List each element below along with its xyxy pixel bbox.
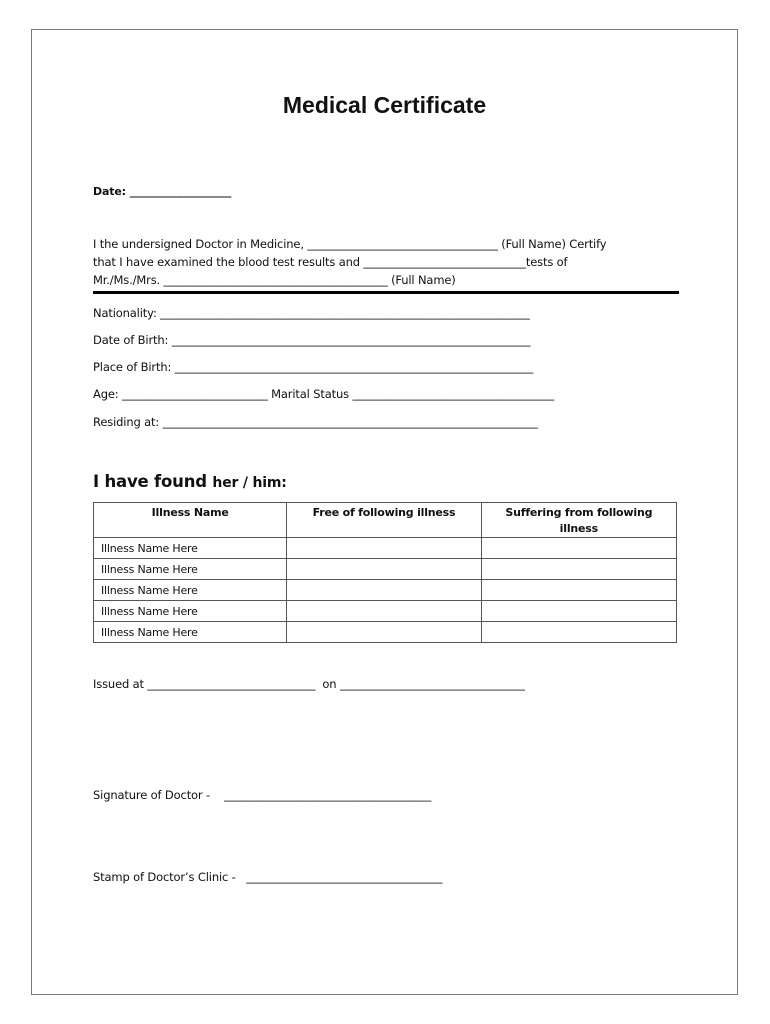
issued-at-field: Issued at ______________________________ on _________________________________ <box>93 677 525 691</box>
illness-name-cell: Illness Name Here <box>94 538 287 559</box>
table-row <box>94 601 677 622</box>
illness-table <box>93 502 677 643</box>
found-heading <box>93 472 287 491</box>
page-title: Medical Certificate <box>282 92 487 118</box>
free-of-cell <box>287 559 481 580</box>
certification-text-line-3: Mr./Ms./Mrs. ________________________________________ (Full Name) <box>93 273 456 287</box>
found-heading-pronoun: her / him: <box>212 475 287 491</box>
section-divider <box>93 291 679 294</box>
illness-name-cell: Illness Name Here <box>94 580 287 601</box>
illness-name-cell: Illness Name Here <box>94 601 287 622</box>
table-header-row <box>94 503 677 538</box>
free-of-cell <box>287 601 481 622</box>
certificate-page <box>31 29 738 995</box>
illness-name-cell: Illness Name Here <box>94 559 287 580</box>
residing-at-field: Residing at: ___________________________________________________________________ <box>93 415 538 429</box>
suffering-from-cell <box>481 538 676 559</box>
suffering-from-cell <box>481 580 676 601</box>
table-row <box>94 580 677 601</box>
certification-text-line-2: that I have examined the blood test results and _____________________________tests of <box>93 255 568 269</box>
nationality-field: Nationality: __________________________________________________________________ <box>93 306 530 320</box>
found-heading-main: I have found <box>93 472 213 491</box>
place-of-birth-field: Place of Birth: ________________________________________________________________ <box>93 360 534 374</box>
date-field: Date: ___________________ <box>93 185 232 198</box>
free-of-cell <box>287 622 481 643</box>
certification-text-line-1: I the undersigned Doctor in Medicine, __________________________________ (Full Name) Certify <box>93 237 607 251</box>
clinic-stamp-field: Stamp of Doctor’s Clinic - ___________________________________ <box>93 870 443 884</box>
date-of-birth-field: Date of Birth: ________________________________________________________________ <box>93 333 531 347</box>
suffering-from-cell <box>481 559 676 580</box>
free-of-cell <box>287 538 481 559</box>
suffering-from-cell <box>481 622 676 643</box>
illness-name-cell: Illness Name Here <box>94 622 287 643</box>
table-row <box>94 538 677 559</box>
table-row <box>94 622 677 643</box>
doctor-signature-field: Signature of Doctor - _____________________________________ <box>93 788 432 802</box>
table-row <box>94 559 677 580</box>
suffering-from-cell <box>481 601 676 622</box>
header-suffering-from-illness: Suffering from following illness <box>481 503 676 538</box>
free-of-cell <box>287 580 481 601</box>
header-free-of-illness: Free of following illness <box>287 503 481 538</box>
header-illness-name: Illness Name <box>94 503 287 538</box>
age-marital-status-field: Age: __________________________ Marital Status ____________________________________ <box>93 387 555 401</box>
